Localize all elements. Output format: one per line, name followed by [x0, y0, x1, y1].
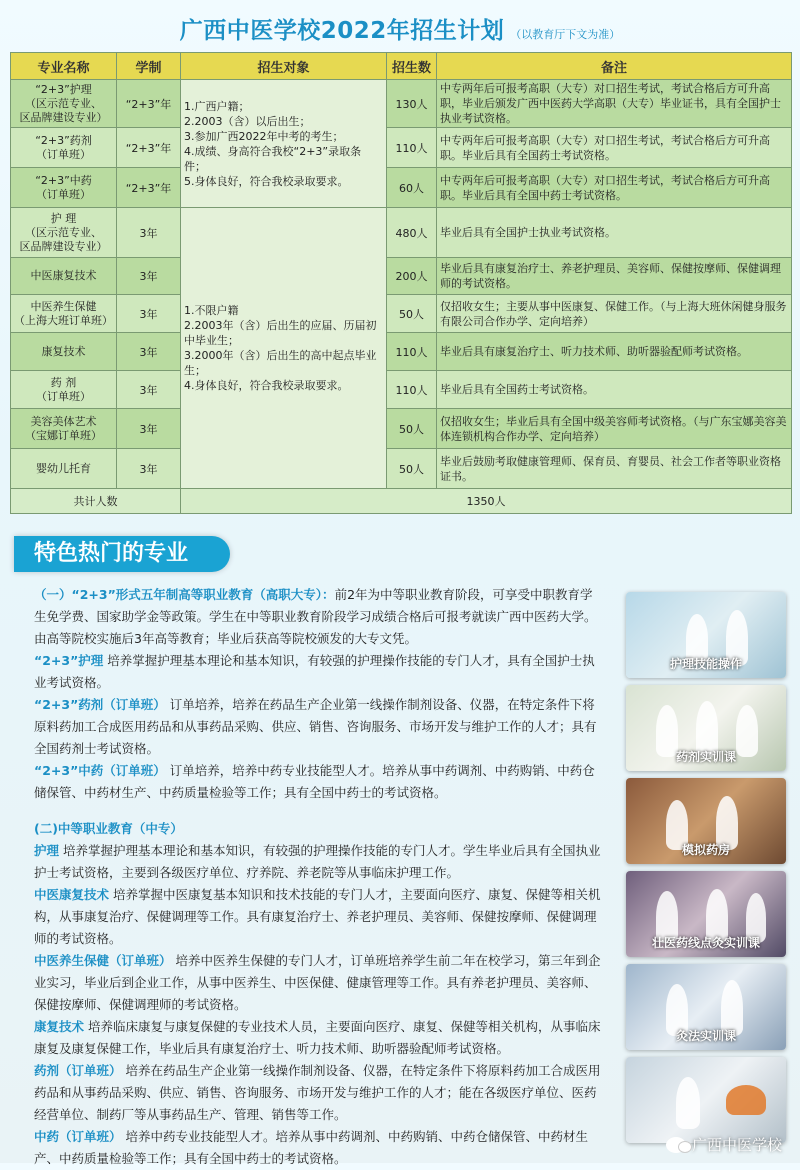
paragraph — [34, 694, 604, 760]
paragraph-lead: 康复技术 — [34, 1019, 85, 1034]
duration: 3年 — [117, 333, 181, 371]
photo-caption: 模拟药房 — [681, 843, 730, 857]
col-header: 备注 — [437, 53, 792, 80]
remark: 毕业后鼓励考取健康管理师、保育员、育婴员、社会工作者等职业资格证书。 — [437, 449, 792, 489]
table-row — [11, 371, 792, 409]
target-group: 1.不限户籍 2.2003年（含）后出生的应届、历届初中毕业生； 3.2000年（含）后出生的高中起点毕业生； 4.身体良好，符合我校录取要求。 — [181, 208, 387, 489]
title-bar — [0, 12, 800, 52]
total-value: 1350人 — [181, 489, 792, 514]
photo-caption: 灸法实训课 — [675, 1029, 736, 1043]
major-name: 美容美体艺术 （宝娜订单班） — [11, 409, 117, 449]
enroll-count: 50人 — [387, 409, 437, 449]
paragraph — [34, 760, 604, 804]
paragraph — [34, 950, 604, 1016]
col-header: 学制 — [117, 53, 181, 80]
paragraph — [34, 1126, 604, 1170]
total-label: 共计人数 — [11, 489, 181, 514]
major-name: 婴幼儿托育 — [11, 449, 117, 489]
remark: 仅招收女生；毕业后具有全国中级美容师考试资格。（与广东宝娜美容美体连锁机构合作办学、定向培养） — [437, 409, 792, 449]
duration: 3年 — [117, 449, 181, 489]
total-row — [11, 489, 792, 514]
duration: 3年 — [117, 295, 181, 333]
paragraph-lead: “2+3”中药（订单班） — [34, 763, 166, 778]
enroll-count: 110人 — [387, 371, 437, 409]
table-row — [11, 295, 792, 333]
duration: 3年 — [117, 409, 181, 449]
paragraph-text: 培养掌握护理基本理论和基本知识，有较强的护理操作技能的专门人才，具有全国护士执业考试资格。 — [34, 653, 595, 690]
photo-caption: 护理技能操作 — [669, 657, 742, 671]
remark: 中专两年后可报考高职（大专）对口招生考试，考试合格后方可升高职，毕业后颁发广西中医药大学高职（大专）毕业证书，具有全国护士执业考试资格。 — [437, 80, 792, 128]
paragraph-lead: (二)中等职业教育（中专） — [34, 821, 183, 836]
paragraph-lead: “2+3”护理 — [34, 653, 104, 668]
photo-nursing-practice — [626, 592, 786, 678]
photo-moxibustion — [626, 964, 786, 1050]
section-heading: 特色热门的专业 — [14, 536, 230, 572]
major-name: 康复技术 — [11, 333, 117, 371]
duration: “2+3”年 — [117, 128, 181, 168]
remark: 毕业后具有全国药士考试资格。 — [437, 371, 792, 409]
enroll-count: 50人 — [387, 449, 437, 489]
page-title: 广西中医学校2022年招生计划 — [179, 18, 505, 44]
paragraph-text: 订单培养，培养在药品生产企业第一线操作制剂设备、仪器，在特定条件下将原料药加工合成医用药品和从事药品采购、供应、销售、咨询服务、市场开发与维护工作的人才；具有全国药剂士考试资格。 — [34, 697, 597, 756]
paragraph — [34, 650, 604, 694]
duration: “2+3”年 — [117, 168, 181, 208]
paragraph — [34, 884, 604, 950]
paragraph-lead: 中医康复技术 — [34, 887, 110, 902]
duration: 3年 — [117, 258, 181, 295]
paragraph-text: 培养掌握护理基本理论和基本知识，有较强的护理操作技能的专门人才。学生毕业后具有全国执业护士考试资格，主要到各级医疗单位、疗养院、养老院等从事临床护理工作。 — [34, 843, 601, 880]
photo-pharmacy-class — [626, 685, 786, 771]
table-row — [11, 258, 792, 295]
major-name: 中医养生保健 （上海大班订单班） — [11, 295, 117, 333]
duration: “2+3”年 — [117, 80, 181, 128]
table-row — [11, 208, 792, 258]
paragraph-text: 培养在药品生产企业第一线操作制剂设备、仪器，在特定条件下将原料药加工合成医用药品和从事药品采购、供应、销售、咨询服务、市场开发与维护工作的人才；能在各级医疗单位、医药经营单位、制药厂等从事药品生产、管理、销售等工作。 — [34, 1063, 601, 1122]
wechat-icon — [666, 1137, 686, 1153]
paragraph — [34, 818, 604, 840]
table-row — [11, 168, 792, 208]
photo-rehab — [626, 1057, 786, 1143]
major-name: “2+3”中药 （订单班） — [11, 168, 117, 208]
table-row — [11, 409, 792, 449]
paragraph-lead: “2+3”药剂（订单班） — [34, 697, 166, 712]
paragraph-lead: 中医养生保健（订单班） — [34, 953, 172, 968]
major-name: “2+3”药剂 （订单班） — [11, 128, 117, 168]
remark: 中专两年后可报考高职（大专）对口招生考试，考试合格后方可升高职。毕业后具有全国中药士考试资格。 — [437, 168, 792, 208]
table-row — [11, 449, 792, 489]
duration: 3年 — [117, 371, 181, 409]
paragraph — [34, 584, 604, 650]
paragraph — [34, 840, 604, 884]
remark: 毕业后具有康复治疗士、养老护理员、美容师、保健按摩师、保健调理师的考试资格。 — [437, 258, 792, 295]
major-name: “2+3”护理 （区示范专业、 区品牌建设专业） — [11, 80, 117, 128]
paragraph-lead: 中药（订单班） — [34, 1129, 122, 1144]
paragraph-lead: 药剂（订单班） — [34, 1063, 122, 1078]
enroll-count: 50人 — [387, 295, 437, 333]
paragraph-text: 培养掌握中医康复基本知识和技术技能的专门人才，主要面向医疗、康复、保健等相关机构，从事康复治疗、保健调理等工作。具有康复治疗士、养老护理员、美容师、保健按摩师、保健调理师的考试资格。 — [34, 887, 601, 946]
paragraph-text: 前2年为中等职业教育阶段，可享受中职教育学生免学费、国家助学金等政策。学生在中等职业教育阶段学习成绩合格后可报考就读广西中医药大学。由高等院校实施后3年高等教育；毕业后获高等院校颁发的大专文凭。 — [34, 587, 597, 646]
photo-caption: 药剂实训课 — [675, 750, 736, 764]
enroll-count: 110人 — [387, 333, 437, 371]
remark: 中专两年后可报考高职（大专）对口招生考试，考试合格后方可升高职。毕业后具有全国药士考试资格。 — [437, 128, 792, 168]
enroll-count: 130人 — [387, 80, 437, 128]
remark: 毕业后具有康复治疗士、听力技术师、助听器验配师考试资格。 — [437, 333, 792, 371]
major-name: 护 理 （区示范专业、 区品牌建设专业） — [11, 208, 117, 258]
wechat-watermark — [666, 1134, 782, 1155]
photo-caption: 壮医药线点灸实训课 — [651, 936, 760, 950]
duration: 3年 — [117, 208, 181, 258]
major-name: 中医康复技术 — [11, 258, 117, 295]
photo-column — [626, 592, 786, 1150]
paragraph-lead: （一）“2+3”形式五年制高等职业教育（高职大专）： — [34, 587, 335, 602]
enroll-count: 110人 — [387, 128, 437, 168]
photo-zhuang-medicine — [626, 871, 786, 957]
col-header: 招生数 — [387, 53, 437, 80]
target-group: 1.广西户籍； 2.2003（含）以后出生； 3.参加广西2022年中考的考生； 4.成绩、身高符合我校“2+3”录取条件； 5.身体良好，符合我校录取要求。 — [181, 80, 387, 208]
enroll-count: 200人 — [387, 258, 437, 295]
enroll-count: 60人 — [387, 168, 437, 208]
page-subtitle: （以教育厅下文为准） — [510, 28, 621, 41]
paragraph — [34, 1060, 604, 1126]
remark: 毕业后具有全国护士执业考试资格。 — [437, 208, 792, 258]
remark: 仅招收女生；主要从事中医康复、保健工作。（与上海大班休闲健身服务有限公司合作办学、定向培养） — [437, 295, 792, 333]
paragraph-text: 培养中药专业技能型人才。培养从事中药调剂、中药购销、中药仓储保管、中药材生产、中药质量检验等工作；具有全国中药士的考试资格。 — [34, 1129, 589, 1166]
watermark-text: 广西中医学校 — [691, 1136, 782, 1154]
enrollment-table — [10, 52, 792, 514]
table-header-row — [11, 53, 792, 80]
majors-description — [34, 584, 604, 1170]
paragraph-text: 订单培养，培养中药专业技能型人才。培养从事中药调剂、中药购销、中药仓储保管、中药材生产、中药质量检验等工作；具有全国中药士的考试资格。 — [34, 763, 595, 800]
major-name: 药 剂 （订单班） — [11, 371, 117, 409]
table-row — [11, 80, 792, 128]
paragraph-text: 培养中医养生保健的专门人才，订单班培养学生前二年在校学习，第三年到企业实习，毕业后到企业工作，从事中医养生、中医保健、健康管理等工作。具有养老护理员、美容师、保健按摩师、保健调理师的考试资格。 — [34, 953, 601, 1012]
table-row — [11, 128, 792, 168]
paragraph — [34, 1016, 604, 1060]
paragraph-lead: 护理 — [34, 843, 60, 858]
paragraph-text: 培养临床康复与康复保健的专业技术人员，主要面向医疗、康复、保健等相关机构，从事临床康复及康复保健工作，毕业后具有康复治疗士、听力技术师、助听器验配师考试资格。 — [34, 1019, 601, 1056]
col-header: 招生对象 — [181, 53, 387, 80]
col-header: 专业名称 — [11, 53, 117, 80]
enroll-count: 480人 — [387, 208, 437, 258]
table-row — [11, 333, 792, 371]
photo-mock-pharmacy — [626, 778, 786, 864]
